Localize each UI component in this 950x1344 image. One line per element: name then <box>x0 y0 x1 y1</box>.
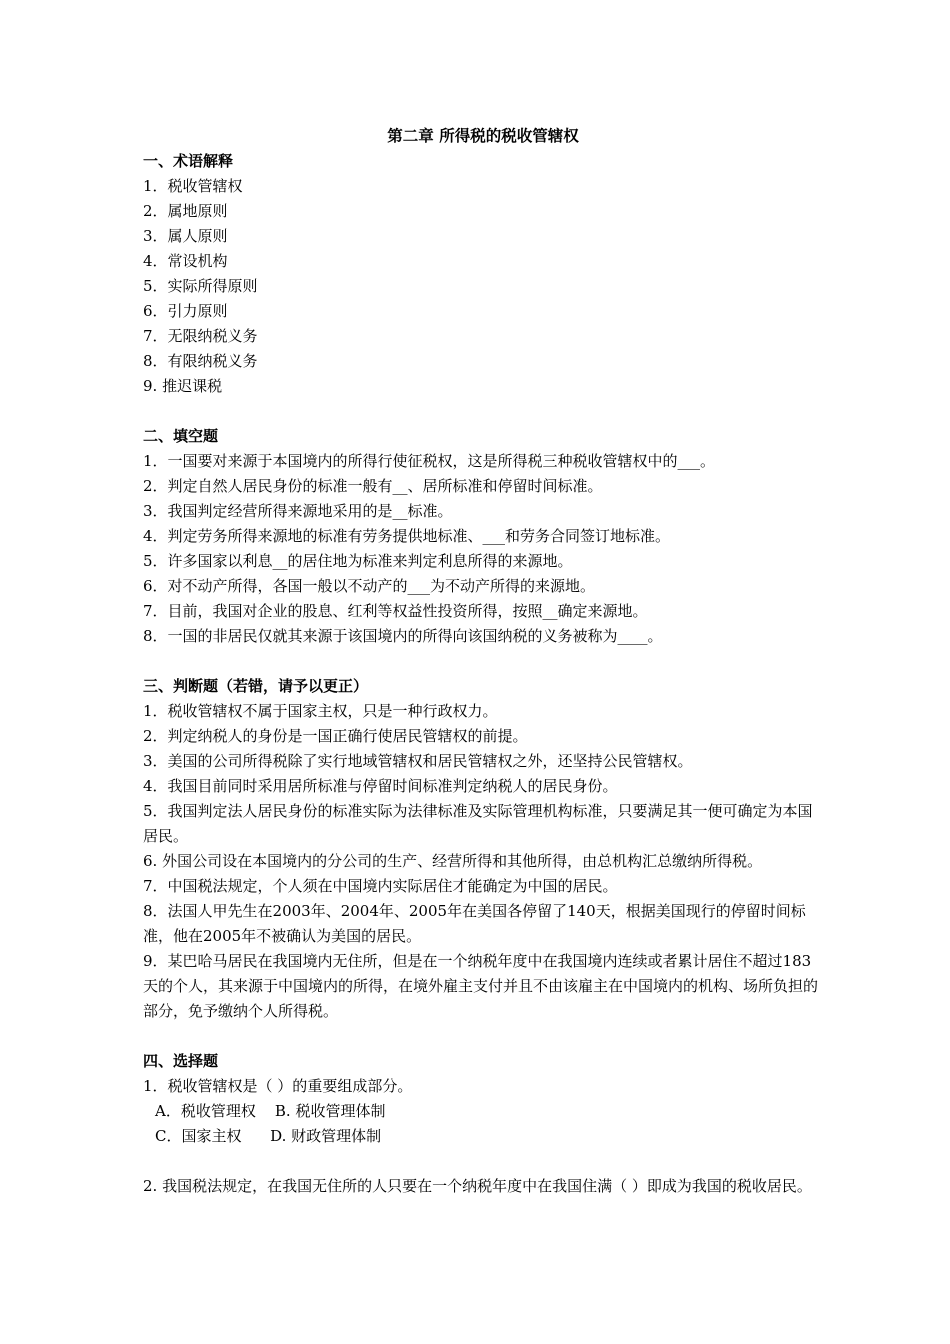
list-item: 9．某巴哈马居民在我国境内无住所，但是在一个纳税年度中在我国境内连续或者累计居住不超过183天的个人，其来源于中国境内的所得，在境外雇主支付并且不由该雇主在中国境内的机构、场所负担的部分，免予缴纳个人所得税。 <box>143 952 819 1020</box>
list-item: 2．判定纳税人的身份是一国正确行使居民管辖权的前提。 <box>143 727 528 745</box>
list-item: 5．许多国家以利息__的居住地为标准来判定利息所得的来源地。 <box>143 552 573 570</box>
section-heading-multiple-choice: 四、选择题 <box>143 1052 219 1070</box>
section-heading-terms: 一、术语解释 <box>143 152 234 170</box>
spacer <box>143 1024 823 1049</box>
list-item: 5．实际所得原则 <box>143 277 258 295</box>
list-item: 2．判定自然人居民身份的标准一般有__、居所标准和停留时间标准。 <box>143 477 603 495</box>
document-body <box>143 124 823 1199</box>
list-item: 5．我国判定法人居民身份的标准实际为法律标准及实际管理机构标准，只要满足其一便可确定为本国居民。 <box>143 802 813 845</box>
question-stem: 1．税收管辖权是（ ）的重要组成部分。 <box>143 1077 413 1095</box>
section-heading-true-false: 三、判断题（若错，请予以更正） <box>143 677 369 695</box>
answer-options: A．税收管理权 B. 税收管理体制 <box>155 1102 386 1120</box>
list-item: 6．对不动产所得，各国一般以不动产的___为不动产所得的来源地。 <box>143 577 596 595</box>
list-item: 6．引力原则 <box>143 302 228 320</box>
list-item: 8．有限纳税义务 <box>143 352 258 370</box>
list-item: 3．我国判定经营所得来源地采用的是__标准。 <box>143 502 453 520</box>
list-item: 8．法国人甲先生在2003年、2004年、2005年在美国各停留了140天，根据美国现行的停留时间标准，他在2005年不被确认为美国的居民。 <box>143 902 806 945</box>
page-title: 第二章 所得税的税收管辖权 <box>387 127 579 145</box>
list-item: 7．中国税法规定，个人须在中国境内实际居住才能确定为中国的居民。 <box>143 877 618 895</box>
spacer <box>143 399 823 424</box>
list-item: 8．一国的非居民仅就其来源于该国境内的所得向该国纳税的义务被称为____。 <box>143 627 663 645</box>
section-heading-fill-blank: 二、填空题 <box>143 427 219 445</box>
list-item: 9. 推迟课税 <box>143 377 223 395</box>
list-item: 1．税收管辖权不属于国家主权，只是一种行政权力。 <box>143 702 498 720</box>
answer-options: C．国家主权 D. 财政管理体制 <box>155 1127 382 1145</box>
list-item: 2．属地原则 <box>143 202 228 220</box>
list-item: 3．属人原则 <box>143 227 228 245</box>
list-item: 6. 外国公司设在本国境内的分公司的生产、经营所得和其他所得，由总机构汇总缴纳所得税。 <box>143 852 763 870</box>
list-item: 4．常设机构 <box>143 252 228 270</box>
list-item: 4．我国目前同时采用居所标准与停留时间标准判定纳税人的居民身份。 <box>143 777 618 795</box>
spacer <box>143 649 823 674</box>
list-item: 3．美国的公司所得税除了实行地域管辖权和居民管辖权之外，还坚持公民管辖权。 <box>143 752 693 770</box>
spacer <box>143 1149 823 1174</box>
list-item: 1．一国要对来源于本国境内的所得行使征税权，这是所得税三种税收管辖权中的___。 <box>143 452 716 470</box>
list-item: 1．税收管辖权 <box>143 177 243 195</box>
list-item: 7．目前，我国对企业的股息、红利等权益性投资所得，按照__确定来源地。 <box>143 602 648 620</box>
list-item: 4．判定劳务所得来源地的标准有劳务提供地标准、___和劳务合同签订地标准。 <box>143 527 671 545</box>
question-stem: 2. 我国税法规定，在我国无住所的人只要在一个纳税年度中在我国住满（ ）即成为我国的税收居民。 <box>143 1177 812 1195</box>
list-item: 7．无限纳税义务 <box>143 327 258 345</box>
